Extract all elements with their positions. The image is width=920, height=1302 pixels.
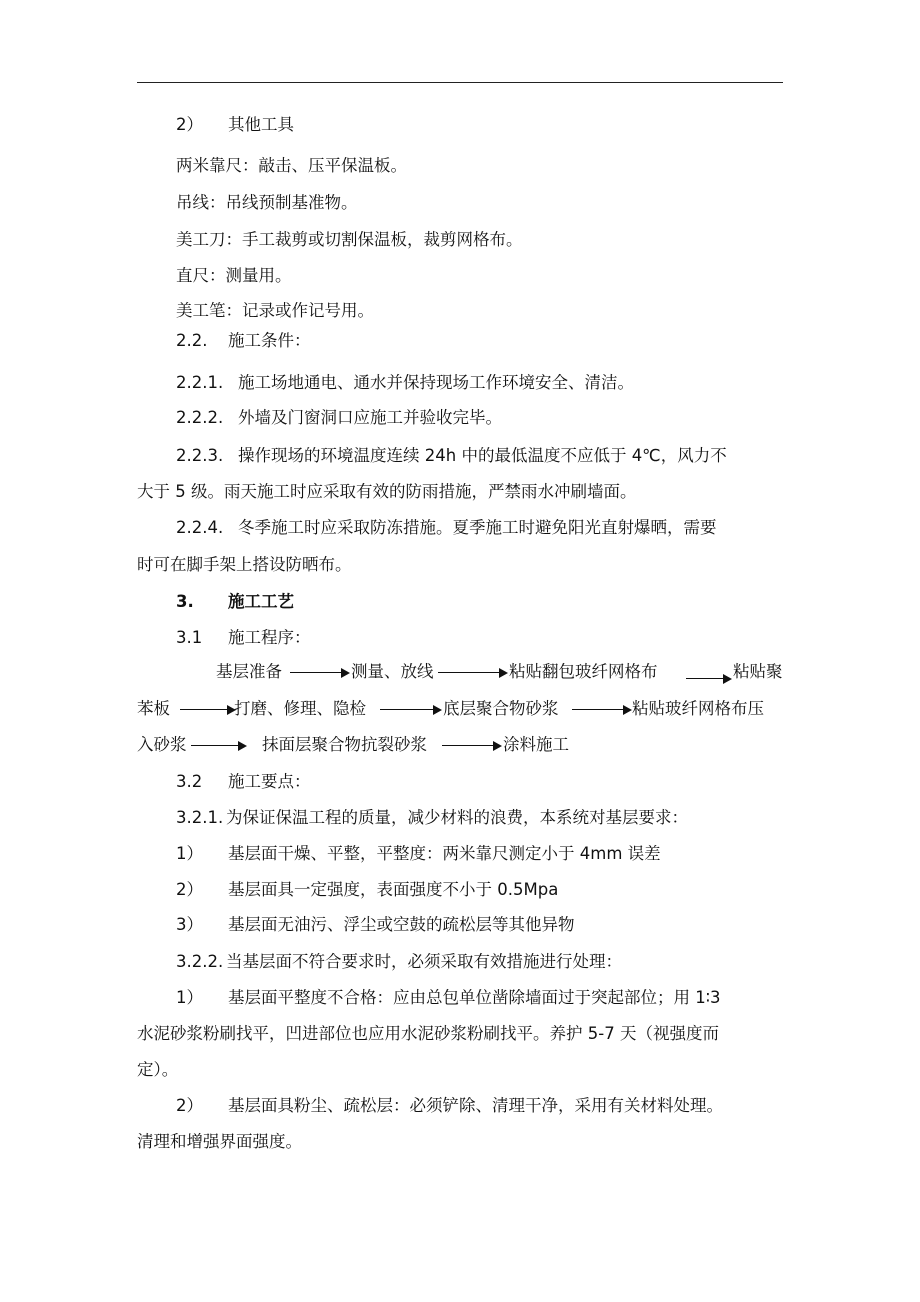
flow-arrow: [572, 705, 632, 715]
section-number: 2.2.3.: [176, 446, 224, 465]
section-3-heading: [176, 591, 294, 613]
condition-2-2-3: [176, 445, 727, 467]
section-number: 2.2.1.: [176, 373, 224, 392]
requirement-item: [176, 843, 661, 865]
flow-arrow: [442, 741, 502, 751]
item-number: 1）: [176, 844, 203, 863]
item-number: 2）: [176, 115, 203, 134]
tool-item: 美工笔：记录或作记号用。: [176, 301, 374, 320]
procedure-heading: [176, 627, 311, 649]
heading-text: 施工工艺: [228, 592, 294, 611]
tool-item: 美工刀：手工裁剪或切割保温板，裁剪网格布。: [176, 230, 523, 249]
heading-text: 施工条件：: [228, 331, 311, 350]
tool-item: 直尺：测量用。: [176, 266, 292, 285]
header-rule: [137, 82, 783, 83]
item-text: 基层面无油污、浮尘或空鼓的疏松层等其他异物: [228, 915, 575, 934]
flow-arrow: [686, 674, 732, 684]
flow-arrow: [180, 705, 236, 715]
requirement-item: [176, 879, 558, 901]
points-heading: [176, 771, 311, 793]
condition-text-continued: 时可在脚手架上搭设防晒布。: [137, 555, 352, 574]
item-text-continued: 清理和增强界面强度。: [137, 1132, 302, 1151]
flow-arrow: [191, 741, 247, 751]
flow-step-9: 涂料施工: [503, 735, 569, 754]
condition-text: 操作现场的环境温度连续 24h 中的最低温度不应低于 4℃，风力不: [238, 446, 727, 465]
condition-text: 施工场地通电、通水并保持现场工作环境安全、清洁。: [238, 373, 634, 392]
item-number: 2）: [176, 880, 203, 899]
flow-arrow: [380, 705, 442, 715]
item-text: 基层面具一定强度，表面强度不小于 0.5Mpa: [228, 880, 559, 899]
flow-arrow: [290, 668, 350, 678]
section-number: 2.2.4.: [176, 518, 224, 537]
flow-step-6: 底层聚合物砂浆: [443, 699, 559, 718]
condition-text-continued: 大于 5 级。雨天施工时应采取有效的防雨措施，严禁雨水冲刷墙面。: [137, 482, 637, 501]
point-text: 当基层面不符合要求时，必须采取有效措施进行处理：: [226, 952, 622, 971]
section-number: 3.2: [176, 772, 203, 791]
item-number: 1）: [176, 988, 203, 1007]
section-number: 3.2.2.: [176, 952, 224, 971]
flow-step-7-continued: 入砂浆: [137, 735, 187, 754]
section-number: 3.: [176, 592, 194, 611]
point-3-2-1: [176, 807, 688, 829]
heading-text: 施工要点：: [228, 772, 311, 791]
tool-item: 吊线：吊线预制基准物。: [176, 193, 358, 212]
flow-step-3: 粘贴翻包玻纤网格布: [509, 662, 658, 681]
point-3-2-2: [176, 951, 622, 973]
condition-text: 冬季施工时应采取防冻措施。夏季施工时避免阳光直射爆晒，需要: [238, 518, 717, 537]
item-text: 基层面具粉尘、疏松层：必须铲除、清理干净，采用有关材料处理。: [228, 1096, 723, 1115]
section-number: 2.2.2.: [176, 408, 224, 427]
flow-step-8: 抹面层聚合物抗裂砂浆: [262, 735, 427, 754]
point-text: 为保证保温工程的质量，减少材料的浪费，本系统对基层要求：: [226, 808, 688, 827]
flow-step-4: 粘贴聚: [733, 662, 783, 681]
requirement-item: [176, 914, 575, 936]
item-number: 2）: [176, 1096, 203, 1115]
item-number: 3）: [176, 915, 203, 934]
flow-step-4-continued: 苯板: [137, 699, 170, 718]
section-number: 3.2.1.: [176, 808, 224, 827]
item-text: 基层面干燥、平整，平整度：两米靠尺测定小于 4mm 误差: [228, 844, 661, 863]
section-number: 2.2.: [176, 331, 208, 350]
condition-2-2-4: [176, 517, 717, 539]
flow-step-1: 基层准备: [216, 662, 282, 681]
tool-item: 两米靠尺：敲击、压平保温板。: [176, 156, 407, 175]
item-text-continued: 水泥砂浆粉刷找平，凹进部位也应用水泥砂浆粉刷找平。养护 5-7 天（视强度而: [137, 1024, 719, 1043]
treatment-item: [176, 987, 721, 1009]
flow-step-7: 粘贴玻纤网格布压: [632, 699, 764, 718]
heading-text: 施工程序：: [228, 628, 311, 647]
other-tools-heading: [176, 114, 294, 136]
heading-text: 其他工具: [228, 115, 294, 134]
item-text-continued: 定）。: [137, 1060, 179, 1079]
condition-2-2-2: [176, 407, 502, 429]
flow-arrow: [438, 668, 508, 678]
flow-step-5: 打磨、修理、隐检: [234, 699, 366, 718]
condition-text: 外墙及门窗洞口应施工并验收完毕。: [238, 408, 502, 427]
item-text: 基层面平整度不合格：应由总包单位凿除墙面过于突起部位；用 1∶3: [228, 988, 721, 1007]
section-number: 3.1: [176, 628, 203, 647]
condition-2-2-1: [176, 372, 634, 394]
conditions-heading: [176, 330, 311, 352]
treatment-item: [176, 1095, 723, 1117]
flow-step-2: 测量、放线: [351, 662, 434, 681]
